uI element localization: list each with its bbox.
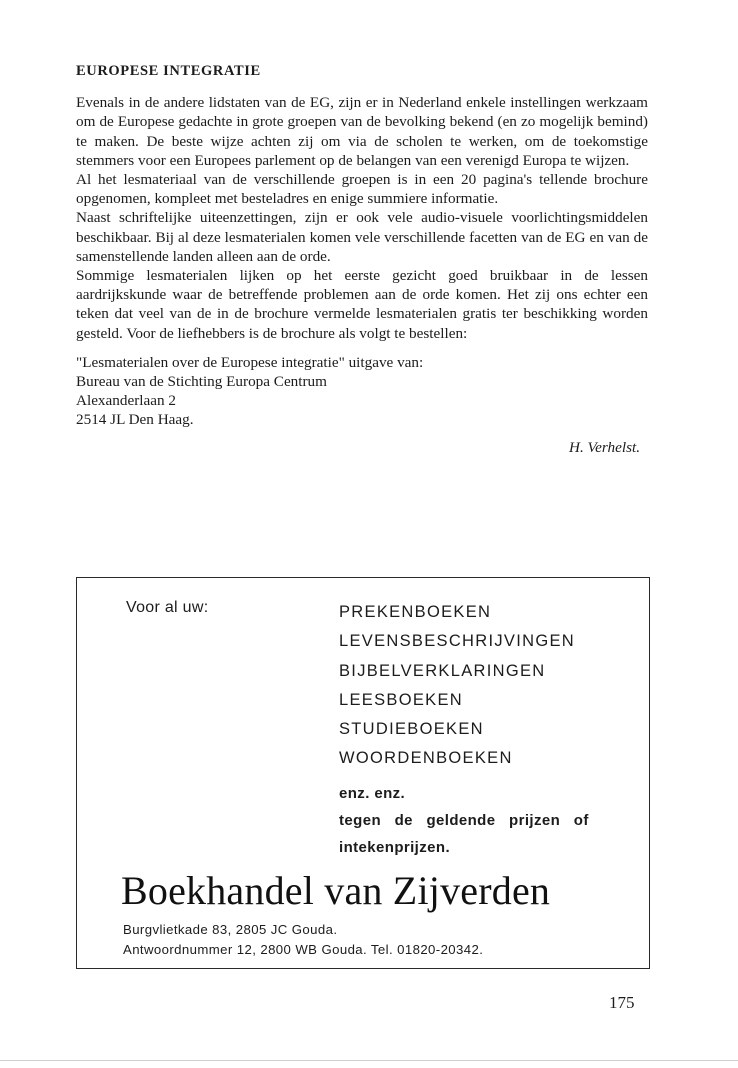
author-signature: H. Verhelst. (568, 438, 640, 456)
shop-contact: Antwoordnummer 12, 2800 WB Gouda. Tel. 01820-20342. (123, 942, 484, 957)
ad-extra-line: tegen de geldende prijzen of (339, 812, 589, 829)
ad-lead-text: Voor al uw: (126, 599, 209, 616)
article-paragraph: Evenals in de andere lidstaten van de EG, zijn er in Nederland enkele instellingen werkzaam om de Europese gedachte in grote groepen van de bevolking bekend (en zo mogelijk bemind) te maken. De beste wijze achten zij om via de scholen te werken, om de toekomstige stemmers voor een Europees parlement op de belangen van een verenigd Europa te wijzen. (76, 94, 648, 169)
bookshop-advertisement (76, 577, 650, 969)
page-number: 175 (609, 993, 635, 1012)
ad-extra-line: intekenprijzen. (339, 839, 451, 856)
article-paragraph: Sommige lesmaterialen lijken op het eerste gezicht goed bruikbaar in de lessen aardrijkskunde waar de betreffende problemen aan de orde komen. Het zij ons echter een teken dat veel van de in de brochure vermelde lesmaterialen gratis ter beschikking worden gesteld. Voor de liefhebbers is de brochure als volgt te bestellen: (76, 267, 648, 342)
book-category-item: LEESBOEKEN (339, 690, 463, 709)
order-line: Bureau van de Stichting Europa Centrum (76, 373, 327, 391)
ad-extra-line: enz. enz. (339, 785, 406, 802)
page-bottom-rule (0, 1060, 738, 1061)
book-category-item: BIJBELVERKLARINGEN (339, 661, 546, 680)
article-paragraph: Naast schriftelijke uiteenzettingen, zijn er ook vele audio-visuele voorlichtingsmiddelen beschikbaar. Bij al deze lesmaterialen komen vele verschillende facetten van de EG en van de samenstellende landen alleen aan de orde. (76, 209, 648, 265)
book-category-item: WOORDENBOEKEN (339, 749, 513, 768)
article-heading: EUROPESE INTEGRATIE (76, 63, 261, 79)
shop-address: Burgvlietkade 83, 2805 JC Gouda. (123, 922, 338, 937)
order-line: 2514 JL Den Haag. (76, 411, 194, 429)
order-line: "Lesmaterialen over de Europese integratie" uitgave van: (76, 353, 424, 371)
book-category-item: STUDIEBOEKEN (339, 720, 484, 739)
order-line: Alexanderlaan 2 (76, 392, 176, 410)
book-category-item: PREKENBOEKEN (339, 603, 492, 621)
book-category-item: LEVENSBESCHRIJVINGEN (339, 632, 575, 651)
article (76, 62, 648, 457)
shop-name: Boekhandel van Zijverden (121, 868, 551, 913)
ad-extra-text (339, 780, 589, 861)
article-paragraph: Al het lesmateriaal van de verschillende groepen is in een 20 pagina's tellende brochure opgenomen, kompleet met besteladres en enige summiere informatie. (76, 171, 648, 208)
order-address-block (76, 353, 648, 430)
book-category-list (339, 598, 575, 774)
